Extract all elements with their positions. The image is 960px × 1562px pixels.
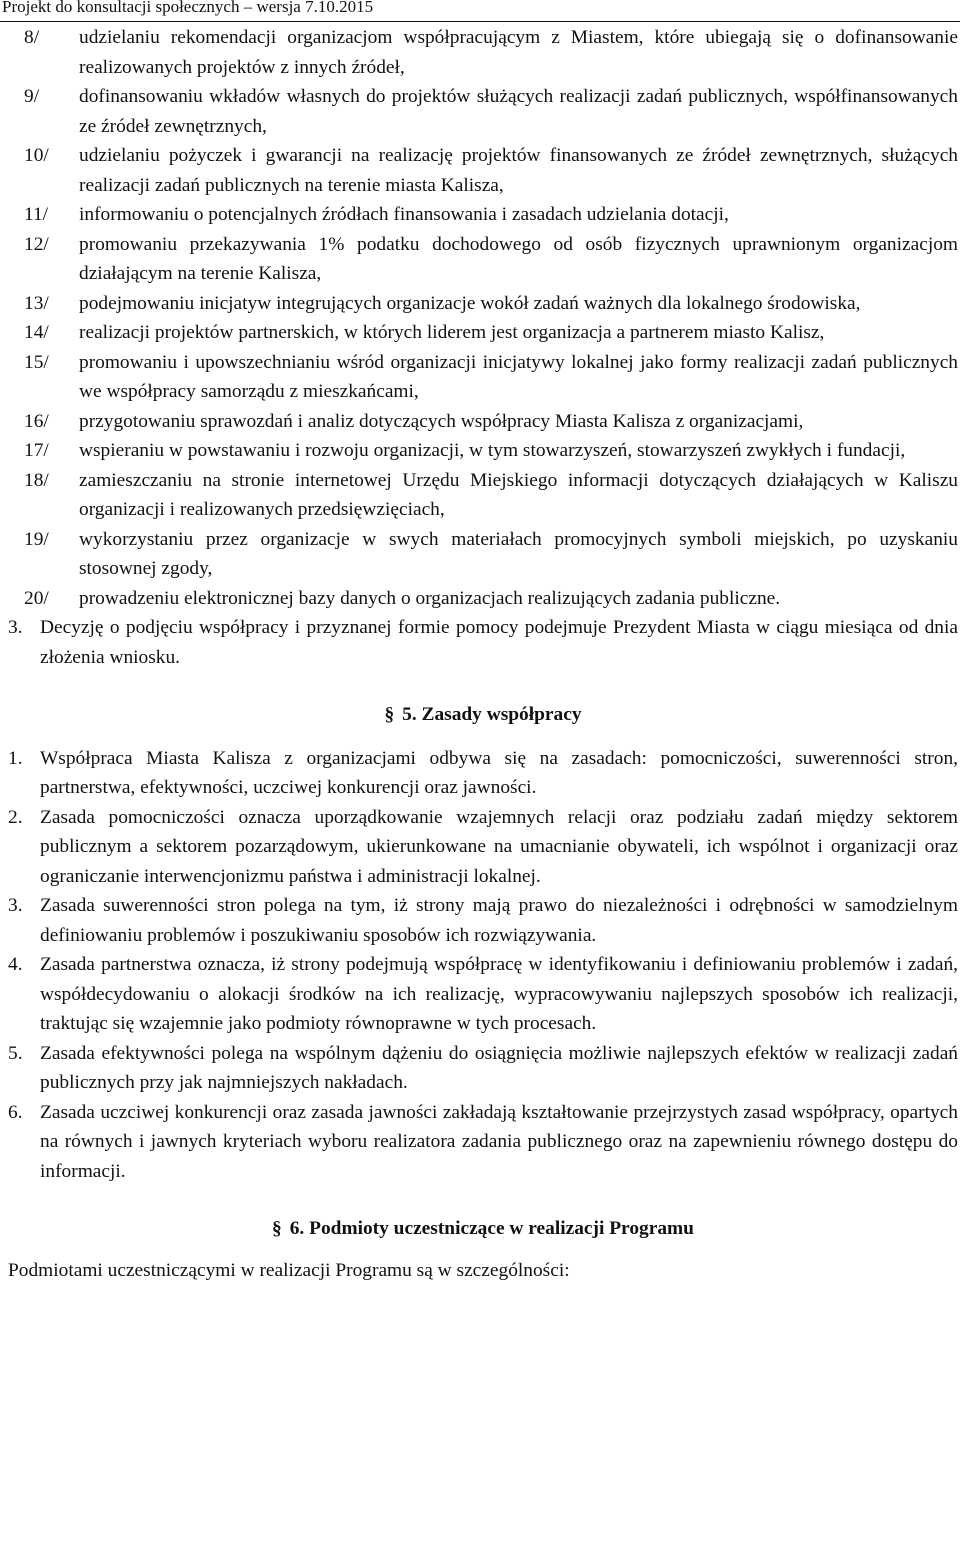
list-item-text: Zasada pomocniczości oznacza uporządkowanie wzajemnych relacji oraz podziału zadań między sektorem publicznym a sektorem pozarządowym, ukierunkowane na umacnianie obywateli, ich wspólnot i organizacji oraz ograniczanie interwencjonizmu państwa i administracji lokalnej. — [40, 806, 958, 887]
list-item-text: przygotowaniu sprawozdań i analiz dotyczących współpracy Miasta Kalisza z organizacjami, — [79, 410, 804, 432]
list-item-text: promowaniu i upowszechnianiu wśród organizacji inicjatywy lokalnej jako formy realizacji zadań publicznych we współpracy samorządu z mieszkańcami, — [79, 351, 958, 402]
list-item-number: 15/ — [24, 351, 49, 373]
list-item-text: wspieraniu w powstawaniu i rozwoju organizacji, w tym stowarzyszeń, stowarzyszeń zwykłych i fundacji, — [79, 440, 906, 461]
list-item-text: Współpraca Miasta Kalisza z organizacjami odbywa się na zasadach: pomocniczości, suwerenności stron, partnerstwa, efektywności, uczciwej konkurencji oraz jawności. — [40, 747, 958, 798]
list-item-number: 8/ — [24, 27, 40, 48]
section-5-heading — [8, 700, 958, 730]
list-item-number: 12/ — [24, 233, 49, 255]
list-item — [8, 230, 958, 289]
document-header: Projekt do konsultacji społecznych – wersja 7.10.2015 — [2, 0, 374, 16]
list-item-number: 1. — [8, 747, 23, 769]
list-item-number: 6. — [8, 1101, 23, 1123]
list-item-text: prowadzeniu elektronicznej bazy danych o organizacjach realizujących zadania publiczne. — [79, 587, 781, 609]
list-item-number: 10/ — [24, 145, 49, 166]
list-item-text: udzielaniu rekomendacji organizacjom współpracującym z Miastem, które ubiegają się o dofinansowanie realizowanych projektów z innych źródeł, — [79, 27, 958, 78]
list-item — [8, 289, 958, 319]
list-item-number: 11/ — [24, 204, 49, 225]
point-3-block — [8, 613, 958, 672]
list-item-number: 20/ — [24, 587, 49, 609]
header-rule — [0, 21, 960, 22]
list-item — [8, 1039, 958, 1098]
list-item — [8, 950, 958, 1039]
list-item — [8, 744, 958, 803]
list-item-text: zamieszczaniu na stronie internetowej Urzędu Miejskiego informacji dotyczących działających w Kaliszu organizacji i realizowanych przedsięwzięciach, — [79, 469, 958, 520]
list-item-text: realizacji projektów partnerskich, w których liderem jest organizacja a partnerem miasto Kalisz, — [79, 322, 825, 343]
list-item — [8, 318, 958, 348]
list-item — [8, 525, 958, 584]
list-item — [8, 141, 958, 200]
section-6-heading — [8, 1214, 958, 1244]
section-5-list — [8, 744, 958, 1187]
list-item-text: promowaniu przekazywania 1% podatku dochodowego od osób fizycznych uprawnionym organizacjom działającym na terenie Kalisza, — [79, 233, 958, 284]
list-item — [8, 891, 958, 950]
list-item-text: udzielaniu pożyczek i gwarancji na realizację projektów finansowanych ze źródeł zewnętrznych, służących realizacji zadań publicznych na terenie miasta Kalisza, — [79, 145, 958, 196]
list-item — [8, 803, 958, 892]
list-item-text: Zasada uczciwej konkurencji oraz zasada jawności zakładają kształtowanie przejrzystych zasad współpracy, opartych na równych i jawnych kryteriach wyboru realizatora zadania publicznego oraz na zapewnieniu równego dostępu do informacji. — [40, 1101, 958, 1182]
list-item-text: dofinansowaniu wkładów własnych do projektów służących realizacji zadań publicznych, współfinansowanych ze źródeł zewnętrznych, — [79, 86, 958, 137]
list-item — [8, 200, 958, 230]
list-item-number: 5. — [8, 1042, 23, 1064]
list-item — [8, 584, 958, 614]
list-item-text: Zasada efektywności polega na wspólnym dążeniu do osiągnięcia możliwie najlepszych efektów w realizacji zadań publicznych przy jak najmniejszych nakładach. — [40, 1042, 958, 1093]
list-item — [8, 613, 958, 672]
document-body — [8, 23, 958, 1285]
list-item-number: 2. — [8, 806, 23, 828]
list-item-number: 14/ — [24, 322, 49, 343]
list-item-number: 4. — [8, 954, 23, 975]
list-item — [8, 407, 958, 437]
list-item-number: 17/ — [24, 440, 49, 461]
list-item-number: 18/ — [24, 469, 49, 491]
list-item-text: Zasada suwerenności stron polega na tym, iż strony mają prawo do niezależności i odrębności w samodzielnym definiowaniu problemów i poszukiwaniu sposobów ich rozwiązywania. — [40, 895, 958, 946]
list-item-number: 13/ — [24, 292, 49, 314]
list-item — [8, 348, 958, 407]
list-item-number: 16/ — [24, 410, 49, 432]
list-item — [8, 1098, 958, 1187]
list-item-number: 3. — [8, 617, 23, 638]
list-item-number: 9/ — [24, 86, 40, 107]
list-item-text: Zasada partnerstwa oznacza, iż strony podejmują współpracę w identyfikowaniu i definiowaniu problemów i zadań, współdecydowaniu o alokacji środków na ich realizację, wypracowywaniu najlepszych sposobów ich realizacji, traktując się wzajemnie jako podmioty równoprawne w tych procesach. — [40, 954, 958, 1034]
section-marker: § — [272, 1218, 282, 1239]
sub-point-list — [8, 23, 958, 613]
list-item-text: wykorzystaniu przez organizacje w swych materiałach promocyjnych symboli miejskich, po uzyskaniu stosownej zgody, — [79, 528, 958, 579]
list-item-text: podejmowaniu inicjatyw integrujących organizacje wokół zadań ważnych dla lokalnego środowiska, — [79, 292, 861, 314]
section-title: 5. Zasady współpracy — [402, 704, 582, 725]
list-item — [8, 23, 958, 82]
list-item-text: Decyzję o podjęciu współpracy i przyznanej formie pomocy podejmuje Prezydent Miasta w ciągu miesiąca od dnia złożenia wniosku. — [40, 617, 958, 668]
closing-paragraph: Podmiotami uczestniczącymi w realizacji Programu są w szczególności: — [8, 1259, 570, 1281]
list-item — [8, 466, 958, 525]
list-item-number: 3. — [8, 895, 23, 916]
section-marker: § — [384, 704, 395, 725]
list-item — [8, 82, 958, 141]
list-item — [8, 436, 958, 466]
list-item-text: informowaniu o potencjalnych źródłach finansowania i zasadach udzielania dotacji, — [79, 204, 729, 225]
section-title: 6. Podmioty uczestniczące w realizacji Programu — [289, 1218, 694, 1239]
list-item-number: 19/ — [24, 528, 49, 550]
